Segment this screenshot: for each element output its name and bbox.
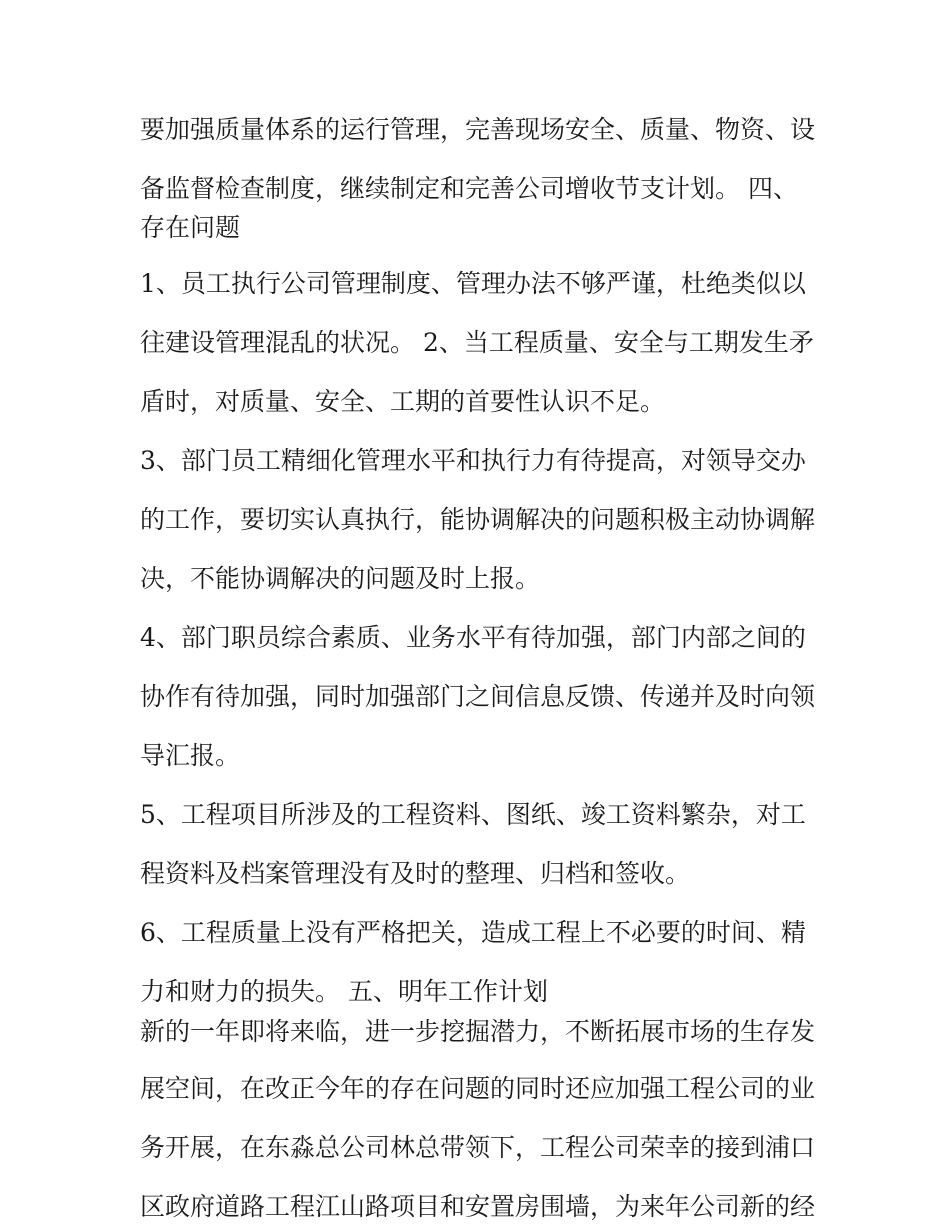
text-line: 6、工程质量上没有严格把关，造成工程上不必要的时间、精 [140, 918, 806, 947]
text-line: 程资料及档案管理没有及时的整理、归档和签收。 [140, 859, 691, 888]
text-line: 协作有待加强，同时加强部门之间信息反馈、传递并及时向领 [140, 682, 816, 711]
text-line: 的工作，要切实认真执行，能协调解决的问题积极主动协调解 [140, 505, 816, 534]
text-line: 决，不能协调解决的问题及时上报。 [140, 564, 541, 593]
text-line: 区政府道路工程江山路项目和安置房围墙，为来年公司新的经 [140, 1192, 816, 1221]
text-line: 新的一年即将来临，进一步挖掘潜力，不断拓展市场的生存发 [140, 1017, 816, 1046]
text-line: 力和财力的损失。 五、明年工作计划 [140, 977, 548, 1006]
text-line: 导汇报。 [140, 741, 241, 770]
text-line: 务开展，在东淼总公司林总带领下，工程公司荣幸的接到浦口 [140, 1133, 816, 1162]
text-line: 展空间，在改正今年的存在问题的同时还应加强工程公司的业 [140, 1074, 816, 1103]
text-line: 备监督检查制度，继续制定和完善公司增收节支计划。 四、 [140, 174, 798, 203]
text-line: 盾时，对质量、安全、工期的首要性认识不足。 [140, 387, 666, 416]
text-line: 5、工程项目所涉及的工程资料、图纸、竣工资料繁杂，对工 [140, 800, 806, 829]
text-line: 往建设管理混乱的状况。 2、当工程质量、安全与工期发生矛 [140, 328, 814, 357]
text-line: 1、员工执行公司管理制度、管理办法不够严谨，杜绝类似以 [140, 269, 806, 298]
text-line: 3、部门员工精细化管理水平和执行力有待提高，对领导交办 [140, 446, 806, 475]
text-line: 存在问题 [140, 213, 241, 242]
text-line: 要加强质量体系的运行管理，完善现场安全、质量、物资、设 [140, 115, 816, 144]
document-body [140, 108, 820, 1228]
text-line: 4、部门职员综合素质、业务水平有待加强，部门内部之间的 [140, 623, 806, 652]
